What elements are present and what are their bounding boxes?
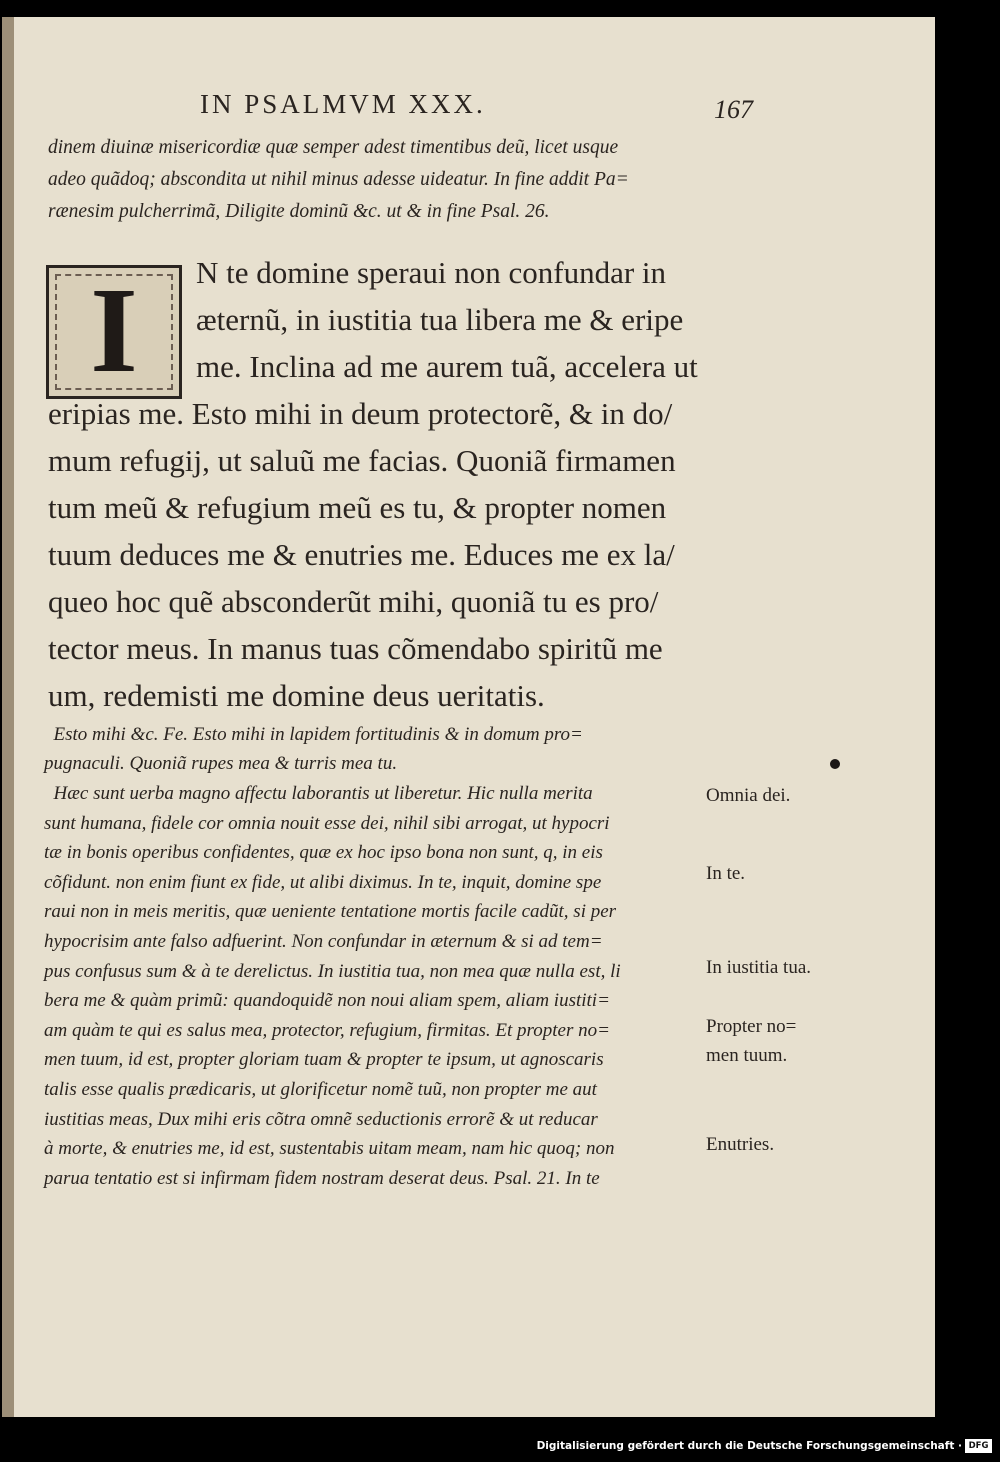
margin-note: In iustitia tua.	[706, 957, 812, 978]
commentary-line: cõfidunt. non enim fiunt ex fide, ut alibi diximus. In te, inquit, domine spe	[44, 872, 602, 893]
initial-letter: I	[90, 265, 138, 398]
psalm-line: me. Inclina ad me aurem tuã, accelera ut	[196, 349, 698, 384]
commentary-line: men tuum, id est, propter gloriam tuam & propter te ipsum, ut agnoscaris	[44, 1049, 604, 1070]
decorated-initial	[46, 265, 182, 399]
commentary-line: parua tentatio est si infirmam fidem nostram deserat deus. Psal. 21. In te	[44, 1168, 600, 1189]
commentary-line: à morte, & enutries me, id est, sustentabis uitam meam, nam hic quoq; non	[44, 1138, 615, 1159]
margin-note: Omnia dei.	[706, 785, 791, 806]
psalm-line: um, redemisti me domine deus ueritatis.	[48, 678, 545, 713]
psalm-line: tuum deduces me & enutries me. Educes me ex la/	[48, 537, 675, 572]
margin-note: Enutries.	[706, 1134, 775, 1155]
margin-note: In te.	[706, 863, 746, 884]
ink-blot	[830, 759, 840, 769]
intro-line: adeo quãdoq; abscondita ut nihil minus adesse uideatur. In fine addit Pa=	[48, 169, 629, 190]
psalm-line: mum refugij, ut saluũ me facias. Quoniã firmamen	[48, 443, 676, 478]
commentary-line: Esto mihi &c. Fe. Esto mihi in lapidem fortitudinis & in domum pro=	[44, 724, 583, 745]
psalm-line: eripias me. Esto mihi in deum protectorẽ, & in do/	[48, 396, 673, 431]
commentary-line: iustitias meas, Dux mihi eris cõtra omnẽ seductionis errorẽ & ut reducar	[44, 1109, 598, 1130]
psalm-line: æternũ, in iustitia tua libera me & eripe	[196, 302, 684, 337]
running-header: IN PSALMVM XXX.	[200, 89, 486, 119]
folio-number: 167	[714, 95, 753, 124]
commentary-line: tæ in bonis operibus confidentes, quæ ex hoc ipso bona non sunt, q, in eis	[44, 842, 603, 863]
page-binding-edge	[2, 17, 14, 1417]
commentary-line: sunt humana, fidele cor omnia nouit esse dei, nihil sibi arrogat, ut hypocri	[44, 813, 610, 834]
intro-line: dinem diuinæ misericordiæ quæ semper adest timentibus deũ, licet usque	[48, 137, 619, 158]
margin-note: Propter no=	[706, 1016, 797, 1037]
intro-line: rænesim pulcherrimã, Diligite dominũ &c. ut & in fine Psal. 26.	[48, 201, 550, 222]
book-page	[2, 17, 935, 1417]
psalm-line: queo hoc quẽ absconderũt mihi, quoniã tu es pro/	[48, 584, 659, 619]
psalm-line: tum meũ & refugium meũ es tu, & propter nomen	[48, 490, 667, 525]
dfg-logo-icon: DFG	[965, 1439, 992, 1453]
commentary-line: Hæc sunt uerba magno affectu laborantis ut liberetur. Hic nulla merita	[44, 783, 593, 804]
commentary-line: hypocrisim ante falso adfuerint. Non confundar in æternum & si ad tem=	[44, 931, 603, 952]
margin-note: men tuum.	[706, 1045, 788, 1066]
commentary-line: raui non in meis meritis, quæ ueniente tentatione mortis facile cadũt, si per	[44, 901, 617, 922]
commentary-line: bera me & quàm primũ: quandoquidẽ non noui aliam spem, aliam iustiti=	[44, 990, 610, 1011]
commentary-line: pus confusus sum & à te derelictus. In iustitia tua, non mea quæ nulla est, li	[44, 961, 621, 982]
commentary-line: talis esse qualis prædicaris, ut glorificetur nomẽ tuũ, non propter me aut	[44, 1079, 597, 1100]
psalm-line: tector meus. In manus tuas cõmendabo spiritũ me	[48, 631, 663, 666]
commentary-line: am quàm te qui es salus mea, protector, refugium, firmitas. Et propter no=	[44, 1020, 610, 1041]
commentary-line: pugnaculi. Quoniã rupes mea & turris mea tu.	[44, 753, 398, 774]
digitization-credit: Digitalisierung gefördert durch die Deutsche Forschungsgemeinschaft ·	[536, 1440, 962, 1452]
psalm-line: N te domine speraui non confundar in	[196, 255, 667, 290]
